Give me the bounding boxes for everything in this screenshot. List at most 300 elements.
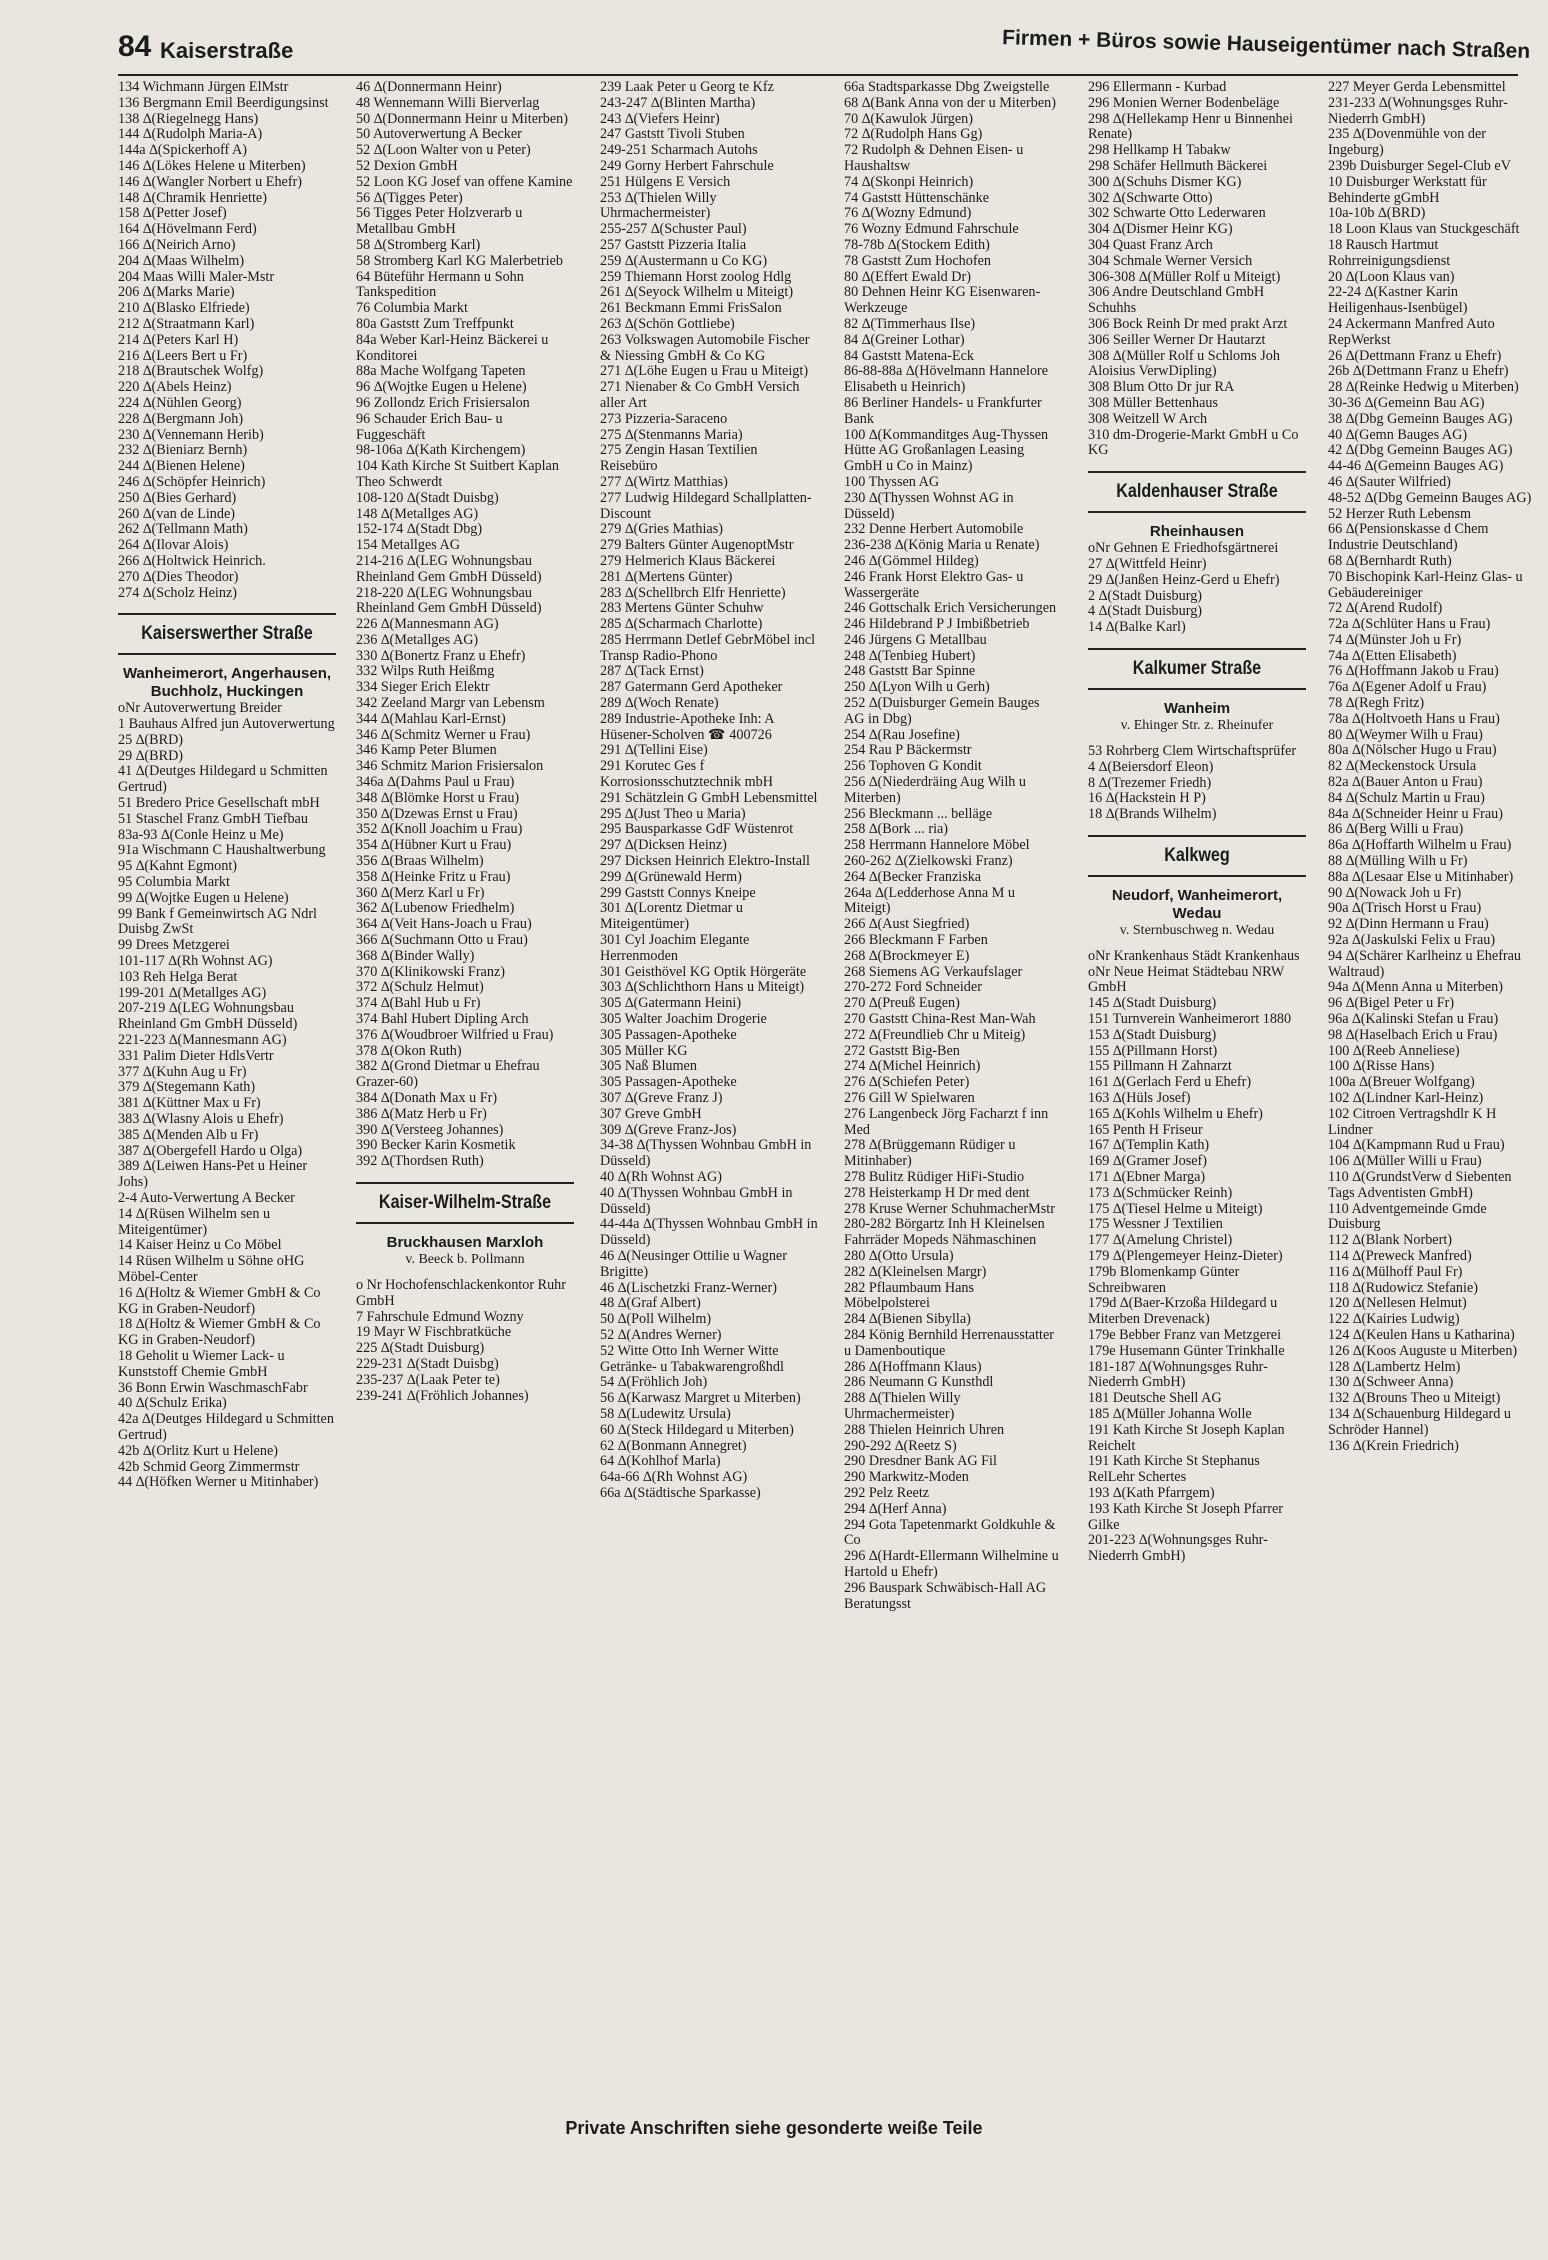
directory-entry: 298 Schäfer Hellmuth Bäckerei — [1088, 157, 1268, 174]
district-names: Wanheimerort, Angerhausen, Buchholz, Huckingen — [122, 665, 332, 701]
directory-entry: 201-223 ∆(Wohnungsges Ruhr-Niederrh GmbH) — [1088, 1532, 1268, 1565]
directory-entry: 52 ∆(Andres Werner) — [600, 1326, 722, 1343]
directory-entry: 364 ∆(Veit Hans-Joach u Frau) — [356, 916, 532, 933]
directory-entry: 288 ∆(Thielen Willy Uhrmachermeister) — [844, 1390, 961, 1422]
directory-entry: 62 ∆(Bonmann Annegret) — [600, 1437, 747, 1454]
directory-entry: 270-272 Ford Schneider — [844, 979, 982, 996]
directory-entry: 8 ∆(Trezemer Friedh) — [1088, 774, 1212, 791]
street-range-note: v. Ehinger Str. z. Rheinufer — [1120, 717, 1274, 733]
directory-entry: 306 Seiller Werner Dr Hautarzt — [1088, 331, 1266, 348]
directory-entry: 72 Rudolph & Dehnen Eisen- u Haushaltsw — [844, 142, 1024, 174]
directory-entry: 286 Neumann G Kunsthdl — [844, 1374, 994, 1391]
directory-entry: 132 ∆(Brouns Theo u Miteigt) — [1328, 1390, 1501, 1407]
directory-entry: 181 Deutsche Shell AG — [1088, 1390, 1222, 1407]
directory-entry: 126 ∆(Koos Auguste u Miterben) — [1328, 1342, 1518, 1359]
directory-entry: 264 ∆(Becker Franziska — [844, 868, 982, 885]
directory-entry: 64 Büteführ Hermann u Sohn Tankspedition — [356, 268, 524, 301]
directory-entry: 249-251 Scharmach Autohs — [600, 142, 758, 159]
directory-entry: 295 Bausparkasse GdF Wüstenrot — [600, 821, 794, 838]
directory-entry: 46 ∆(Neusinger Ottilie u Wagner Brigitte) — [600, 1247, 787, 1280]
directory-entry: 56 ∆(Tigges Peter) — [356, 189, 463, 206]
directory-entry: 295 ∆(Just Theo u Maria) — [600, 805, 746, 822]
directory-entry: 42b ∆(Orlitz Kurt u Helene) — [118, 1442, 278, 1459]
directory-entry: 384 ∆(Donath Max u Fr) — [356, 1090, 498, 1106]
directory-entry: 300 ∆(Schuhs Dismer KG) — [1088, 173, 1242, 190]
directory-entry: 51 Staschel Franz GmbH Tiefbau — [118, 810, 308, 827]
directory-entry: 179 ∆(Plengemeyer Heinz-Dieter) — [1088, 1248, 1283, 1265]
directory-entry: 303 ∆(Schlichthorn Hans u Miteigt) — [600, 979, 805, 996]
directory-entry: 273 Pizzeria-Saraceno — [600, 410, 728, 427]
directory-entry: 287 ∆(Tack Ernst) — [600, 663, 704, 680]
directory-entry: 84 ∆(Greiner Lothar) — [844, 331, 965, 348]
directory-entry: 271 ∆(Löhe Eugen u Frau u Miteigt) — [600, 363, 809, 380]
directory-entry: 235 ∆(Dovenmühle von der Ingeburg) — [1328, 126, 1487, 159]
district-names: Rheinhausen — [1149, 523, 1245, 541]
directory-entry: 96a ∆(Kalinski Stefan u Frau) — [1328, 1011, 1499, 1028]
directory-entry: 274 ∆(Scholz Heinz) — [118, 584, 237, 601]
directory-entry: 346a ∆(Dahms Paul u Frau) — [356, 774, 515, 791]
directory-entry: 193 ∆(Kath Pfarrgem) — [1088, 1484, 1215, 1501]
directory-entry: 216 ∆(Leers Bert u Fr) — [118, 347, 248, 364]
directory-entry: 332 Wilps Ruth Heißmg — [356, 663, 495, 680]
directory-entry: 283 ∆(Schellbrch Elfr Henriette) — [600, 584, 786, 601]
directory-entry: 100 ∆(Kommanditges Aug-Thyssen Hütte AG Großanlagen Leasing GmbH u Co in Mainz) — [844, 426, 1049, 475]
directory-entry: 82a ∆(Bauer Anton u Frau) — [1328, 774, 1483, 791]
directory-entry: 58 Stromberg Karl KG Malerbetrieb — [356, 252, 563, 269]
directory-entry: 366 ∆(Suchmann Otto u Frau) — [356, 932, 528, 949]
directory-entry: 153 ∆(Stadt Duisburg) — [1088, 1026, 1217, 1043]
directory-entry: 246 Hildebrand P J Imbißbetrieb — [844, 616, 1030, 633]
directory-entry: 4 ∆(Beiersdorf Eleon) — [1088, 758, 1214, 775]
directory-entry: 305 Naß Blumen — [600, 1058, 697, 1075]
directory-entry: 94 ∆(Schärer Karlheinz u Ehefrau Waltraud) — [1328, 947, 1522, 980]
directory-entry: 29 ∆(Janßen Heinz-Gerd u Ehefr) — [1088, 571, 1280, 588]
directory-entry: 179e Bebber Franz van Metzgerei — [1088, 1327, 1282, 1344]
directory-entry: 76 ∆(Wozny Edmund) — [844, 205, 972, 222]
directory-entry: 259 ∆(Austermann u Co KG) — [600, 252, 768, 269]
directory-entry: 279 Helmerich Klaus Bäckerei — [600, 552, 776, 569]
directory-entry: 86 Berliner Handels- u Frankfurter Bank — [844, 394, 1042, 427]
directory-entry: 344 ∆(Mahlau Karl-Ernst) — [356, 710, 506, 727]
directory-entry: 46 ∆(Lischetzki Franz-Werner) — [600, 1279, 777, 1296]
directory-entry: 66 ∆(Pensionskasse d Chem Industrie Deutschland) — [1328, 521, 1489, 554]
directory-entry: 270 Gaststt China-Rest Man-Wah — [844, 1011, 1036, 1028]
directory-entry: 25 ∆(BRD) — [118, 731, 184, 748]
directory-entry: 246 Frank Horst Elektro Gas- u Wassergeräte — [844, 568, 1024, 601]
directory-entry: 239 Laak Peter u Georg te Kfz — [600, 79, 774, 95]
directory-entry: 42 ∆(Dbg Gemeinn Bauges AG) — [1328, 442, 1513, 459]
column-1 — [118, 80, 336, 1491]
directory-entry: 278 Kruse Werner SchuhmacherMstr — [844, 1200, 1055, 1217]
directory-entry: 165 Penth H Friseur — [1088, 1121, 1203, 1138]
directory-entry: 82 ∆(Timmerhaus Ilse) — [844, 315, 976, 332]
directory-entry: 100 ∆(Risse Hans) — [1328, 1058, 1435, 1075]
directory-entry: 152-174 ∆(Stadt Dbg) — [356, 521, 483, 538]
directory-entry: 210 ∆(Blasko Elfriede) — [118, 300, 250, 317]
directory-entry: 101-117 ∆(Rh Wohnst AG) — [118, 953, 273, 970]
directory-entry: 96 Zollondz Erich Frisiersalon — [356, 394, 530, 411]
directory-entry: 177 ∆(Amelung Christel) — [1088, 1232, 1233, 1249]
directory-entry: 266 Bleckmann F Farben — [844, 932, 988, 949]
directory-entry: 52 Herzer Ruth Lebensm — [1328, 505, 1472, 522]
directory-entry: 278 Heisterkamp H Dr med dent — [844, 1184, 1030, 1201]
directory-entry: 264a ∆(Ledderhose Anna M u Miteigt) — [844, 884, 1016, 917]
directory-entry: 277 ∆(Wirtz Matthias) — [600, 473, 728, 490]
directory-entry: 294 Gota Tapetenmarkt Goldkuhle & Co — [844, 1516, 1056, 1549]
directory-entry: 66a ∆(Städtische Sparkasse) — [600, 1484, 761, 1501]
directory-entry: 158 ∆(Petter Josef) — [118, 205, 227, 222]
directory-entry: 271 Nienaber & Co GmbH Versich aller Art — [600, 379, 800, 411]
directory-entry: 251 Hülgens E Versich — [600, 173, 731, 190]
column-4 — [844, 80, 1062, 1612]
directory-entry: 236 ∆(Metallges AG) — [356, 631, 479, 648]
directory-entry: 307 ∆(Greve Franz J) — [600, 1090, 723, 1106]
directory-entry: 292 Pelz Reetz — [844, 1484, 930, 1501]
directory-entry: 99 Bank f Gemeinwirtsch AG Ndrl Duisbg ZwSt — [118, 905, 317, 938]
directory-entry: 116 ∆(Mülhoff Paul Fr) — [1328, 1263, 1463, 1280]
directory-entry: 226 ∆(Mannesmann AG) — [356, 616, 499, 633]
directory-entry: 268 ∆(Brockmeyer E) — [844, 947, 970, 964]
directory-entry: 122 ∆(Kairies Ludwig) — [1328, 1311, 1460, 1328]
directory-entry: 2-4 Auto-Verwertung A Becker — [118, 1190, 295, 1206]
directory-entry: 78-78b ∆(Stockem Edith) — [844, 236, 990, 253]
directory-entry: 235-237 ∆(Laak Peter te) — [356, 1371, 500, 1388]
directory-entry: 18 Geholit u Wiemer Lack- u Kunststoff Chemie GmbH — [118, 1347, 285, 1380]
directory-entry: 218 ∆(Brautschek Wolfg) — [118, 363, 264, 380]
directory-entry: 301 Geisthövel KG Optik Hörgeräte — [600, 963, 807, 980]
directory-entry: 266 ∆(Aust Siegfried) — [844, 916, 970, 933]
directory-entry: 4 ∆(Stadt Duisburg) — [1088, 603, 1203, 620]
directory-entry: 252 ∆(Duisburger Gemein Bauges AG in Dbg) — [844, 695, 1040, 727]
directory-entry: 246 Gottschalk Erich Versicherungen — [844, 600, 1057, 617]
directory-entry: 42a ∆(Deutges Hildegard u Schmitten Gertrud) — [118, 1411, 334, 1443]
directory-entry: 253 ∆(Thielen Willy Uhrmachermeister) — [600, 189, 717, 222]
running-street-name: Kaiserstraße — [160, 38, 294, 63]
directory-entry: 18 ∆(Brands Wilhelm) — [1088, 806, 1217, 823]
directory-entry: 161 ∆(Gerlach Ferd u Ehefr) — [1088, 1074, 1252, 1091]
directory-entry: 352 ∆(Knoll Joachim u Frau) — [356, 821, 523, 838]
directory-entry: 20 ∆(Loon Klaus van) — [1328, 268, 1455, 285]
directory-entry: 272 ∆(Freundlieb Chr u Miteig) — [844, 1026, 1026, 1043]
directory-entry: 72a ∆(Schlüter Hans u Frau) — [1328, 616, 1491, 633]
directory-entry: 244 ∆(Bienen Helene) — [118, 458, 245, 475]
directory-entry: 134 Wichmann Jürgen ElMstr — [118, 79, 289, 95]
directory-entry: 274 ∆(Michel Heinrich) — [844, 1058, 981, 1075]
directory-entry: 163 ∆(Hüls Josef) — [1088, 1090, 1191, 1107]
directory-entry: 84a ∆(Schneider Heinr u Frau) — [1328, 805, 1503, 822]
directory-entry: 154 Metallges AG — [356, 537, 461, 554]
directory-entry: 74 Gaststt Hüttenschänke — [844, 189, 989, 206]
directory-entry: 40 ∆(Rh Wohnst AG) — [600, 1168, 722, 1185]
directory-entry: 374 ∆(Bahl Hub u Fr) — [356, 995, 481, 1012]
directory-entry: 290-292 ∆(Reetz S) — [844, 1437, 957, 1454]
directory-entry: 46 ∆(Sauter Wilfried) — [1328, 473, 1451, 490]
directory-entry: 151 Turnverein Wanheimerort 1880 — [1088, 1011, 1292, 1028]
directory-entry: 88 ∆(Mülling Wilh u Fr) — [1328, 853, 1468, 870]
directory-entry: 146 ∆(Wangler Norbert u Ehefr) — [118, 173, 303, 190]
directory-entry: 306-308 ∆(Müller Rolf u Miteigt) — [1088, 268, 1281, 285]
directory-entry: 239-241 ∆(Fröhlich Johannes) — [356, 1387, 529, 1404]
directory-entry: 34-38 ∆(Thyssen Wohnbau GmbH in Düsseld) — [600, 1137, 812, 1170]
directory-entry: 165 ∆(Kohls Wilhelm u Ehefr) — [1088, 1105, 1263, 1122]
column-6 — [1328, 80, 1532, 1454]
directory-entry: 330 ∆(Bonertz Franz u Ehefr) — [356, 647, 526, 664]
street-name: Kaiserswerther Straße — [141, 623, 313, 645]
directory-entry: 296 ∆(Hardt-Ellermann Wilhelmine u Hartold u Ehefr) — [844, 1548, 1059, 1580]
directory-entry: 72 ∆(Arend Rudolf) — [1328, 600, 1443, 617]
directory-entry: 342 Zeeland Margr van Lebensm — [356, 695, 545, 712]
directory-title: Firmen + Büros sowie Hauseigentümer nach Straßen — [1001, 26, 1531, 63]
directory-entry: 51 Bredero Price Gesellschaft mbH — [118, 795, 320, 812]
directory-entry: 175 Wessner J Textilien — [1088, 1216, 1223, 1233]
directory-entry: 179d ∆(Baer-Krzoßa Hildegard u Miterben Drevenack) — [1088, 1295, 1278, 1328]
directory-entry: 66a Stadtsparkasse Dbg Zweigstelle — [844, 79, 1050, 95]
directory-entry: 78 Gaststt Zum Hochofen — [844, 252, 991, 269]
directory-entry: 74 ∆(Skonpi Heinrich) — [844, 173, 974, 190]
directory-entry: 58 ∆(Ludewitz Ursula) — [600, 1405, 731, 1422]
directory-entry: 46 ∆(Donnermann Heinr) — [356, 79, 502, 95]
directory-entry: 270 ∆(Preuß Eugen) — [844, 995, 960, 1012]
directory-entry: 284 ∆(Bienen Sibylla) — [844, 1311, 971, 1328]
directory-entry: 10a-10b ∆(BRD) — [1328, 205, 1426, 222]
district-names: Bruckhausen Marxloh — [386, 1233, 544, 1251]
directory-entry: 102 Citroen Vertragshdlr K H Lindner — [1328, 1105, 1497, 1138]
directory-entry: 304 Schmale Werner Versich — [1088, 252, 1253, 269]
directory-entry: 260-262 ∆(Zielkowski Franz) — [844, 853, 1013, 870]
header-rule — [118, 74, 1518, 76]
directory-entry: 199-201 ∆(Metallges AG) — [118, 984, 267, 1001]
directory-entry: 264 ∆(Ilovar Alois) — [118, 537, 229, 554]
directory-entry: 256 Tophoven G Kondit — [844, 758, 982, 775]
directory-entry: 257 Gaststt Pizzeria Italia — [600, 236, 747, 253]
directory-entry: 268 Siemens AG Verkaufslager — [844, 963, 1023, 980]
directory-entry: 78 ∆(Regh Fritz) — [1328, 695, 1425, 712]
directory-entry: 290 Markwitz-Moden — [844, 1469, 969, 1486]
directory-entry: 221-223 ∆(Mannesmann AG) — [118, 1032, 287, 1049]
directory-entry: 261 Beckmann Emmi FrisSalon — [600, 300, 782, 317]
directory-entry: 285 Herrmann Detlef GebrMöbel incl Transp Radio-Phono — [600, 631, 816, 664]
directory-entry: 68 ∆(Bank Anna von der u Miterben) — [844, 94, 1056, 111]
page-header — [0, 0, 1548, 78]
directory-entry: 390 ∆(Versteeg Johannes) — [356, 1121, 504, 1138]
directory-entry: 28 ∆(Reinke Hedwig u Miterben) — [1328, 379, 1519, 396]
directory-entry: 248 Gaststt Bar Spinne — [844, 663, 976, 680]
directory-entry: oNr Neue Heimat Städtebau NRW GmbH — [1088, 963, 1284, 996]
directory-entry: 102 ∆(Lindner Karl-Heinz) — [1328, 1090, 1484, 1106]
directory-entry: 50 ∆(Poll Wilhelm) — [600, 1311, 712, 1328]
directory-entry: 206 ∆(Marks Marie) — [118, 284, 235, 301]
directory-entry: 374 Bahl Hubert Dipling Arch — [356, 1011, 529, 1028]
directory-entry: 204 ∆(Maas Wilhelm) — [118, 252, 245, 269]
directory-entry: 134 ∆(Schauenburg Hildegard u Schröder Hannel) — [1328, 1405, 1511, 1438]
directory-entry: 207-219 ∆(LEG Wohnungsbau Rheinland Gm GmbH Düsseld) — [118, 1000, 298, 1033]
directory-entry: 144 ∆(Rudolph Maria-A) — [118, 126, 263, 143]
directory-entry: 246 ∆(Gömmel Hildeg) — [844, 552, 979, 569]
directory-entry: 1 Bauhaus Alfred jun Autoverwertung — [118, 716, 335, 733]
column-3 — [600, 80, 818, 1502]
directory-entry: 16 ∆(Holtz & Wiemer GmbH & Co KG in Graben-Neudorf) — [118, 1284, 321, 1317]
street-section-header — [1088, 835, 1306, 877]
directory-entry: 289 ∆(Woch Renate) — [600, 695, 719, 712]
directory-entry: 230 ∆(Vennemann Herib) — [118, 426, 264, 443]
directory-entry: 80 Dehnen Heinr KG Eisenwaren-Werkzeuge — [844, 284, 1041, 317]
directory-entry: 80a ∆(Nölscher Hugo u Frau) — [1328, 742, 1497, 759]
directory-entry: 92a ∆(Jaskulski Felix u Frau) — [1328, 932, 1496, 949]
directory-entry: 298 Hellkamp H Tabakw — [1088, 142, 1231, 159]
directory-entry: 44 ∆(Höfken Werner u Mitinhaber) — [118, 1474, 319, 1491]
directory-entry: 346 Kamp Peter Blumen — [356, 742, 497, 759]
directory-entry: 83a-93 ∆(Conle Heinz u Me) — [118, 826, 284, 843]
directory-entry: 80a Gaststt Zum Treffpunkt — [356, 315, 514, 332]
directory-entry: 282 ∆(Kleinelsen Margr) — [844, 1263, 987, 1280]
directory-entry: 383 ∆(Wlasny Alois u Ehefr) — [118, 1111, 284, 1128]
directory-entry: 358 ∆(Heinke Fritz u Frau) — [356, 868, 511, 885]
directory-entry: 52 ∆(Loon Walter von u Peter) — [356, 142, 531, 159]
directory-entry: 40 ∆(Gemn Bauges AG) — [1328, 426, 1468, 443]
directory-entry: 348 ∆(Blömke Horst u Frau) — [356, 789, 520, 806]
directory-entry: 36 Bonn Erwin WaschmaschFabr — [118, 1379, 308, 1396]
directory-entry: 232 Denne Herbert Automobile — [844, 521, 1024, 538]
directory-entry: 48 ∆(Graf Albert) — [600, 1295, 701, 1312]
directory-entry: 110 Adventgemeinde Gmde Duisburg — [1328, 1200, 1487, 1233]
directory-entry: 44-44a ∆(Thyssen Wohnbau GmbH in Düsseld) — [600, 1216, 818, 1249]
directory-entry: 220 ∆(Abels Heinz) — [118, 379, 232, 396]
directory-entry: 53 Rohrberg Clem Wirtschaftsprüfer — [1088, 742, 1297, 759]
directory-entry: 84a Weber Karl-Heinz Bäckerei u Konditorei — [356, 331, 549, 364]
directory-entry: 50 ∆(Donnermann Heinr u Miterben) — [356, 110, 568, 127]
directory-entry: 280-282 Börgartz Inh H Kleinelsen Fahrräder Mopeds Nähmaschinen — [844, 1216, 1045, 1249]
directory-entry: 279 Balters Günter AugenoptMstr — [600, 537, 794, 554]
directory-entry: 41 ∆(Deutges Hildegard u Schmitten Gertrud) — [118, 763, 328, 796]
directory-entry: 60 ∆(Steck Hildegard u Miterben) — [600, 1421, 794, 1438]
directory-entry: 136 ∆(Krein Friedrich) — [1328, 1437, 1459, 1454]
directory-entry: 171 ∆(Ebner Marga) — [1088, 1169, 1206, 1186]
directory-entry: 10 Duisburger Werkstatt für Behinderte gGmbH — [1328, 173, 1487, 206]
directory-entry: 18 ∆(Holtz & Wiemer GmbH & Co KG in Graben-Neudorf) — [118, 1316, 321, 1349]
directory-entry: 254 Rau P Bäckermstr — [844, 742, 972, 759]
column-2 — [356, 80, 574, 1404]
directory-entry: 110 ∆(GrundstVerw d Siebenten Tags Adventisten GmbH) — [1328, 1168, 1512, 1201]
directory-entry: 362 ∆(Lubenow Friedhelm) — [356, 900, 515, 917]
directory-entry: 175 ∆(Tiesel Helme u Miteigt) — [1088, 1200, 1263, 1217]
street-range-note: v. Sternbuschweg n. Wedau — [1119, 922, 1275, 938]
directory-entry: 382 ∆(Grond Dietmar u Ehefrau Grazer-60) — [356, 1058, 540, 1091]
directory-entry: 136 Bergmann Emil Beerdigungsinst — [118, 94, 329, 111]
directory-entry: 96 Schauder Erich Bau- u Fuggeschäft — [356, 410, 503, 443]
directory-entry: 276 ∆(Schiefen Peter) — [844, 1074, 970, 1091]
directory-entry: 272 Gaststt Big-Ben — [844, 1042, 960, 1059]
directory-entry: 306 Bock Reinh Dr med prakt Arzt — [1088, 315, 1288, 332]
directory-entry: 14 Kaiser Heinz u Co Möbel — [118, 1237, 282, 1254]
directory-entry: 166 ∆(Neirich Arno) — [118, 236, 236, 253]
directory-entry: 390 Becker Karin Kosmetik — [356, 1137, 516, 1154]
directory-entry: 193 Kath Kirche St Joseph Pfarrer Gilke — [1088, 1500, 1284, 1533]
directory-entry: 18 Loon Klaus van Stuckgeschäft — [1328, 221, 1520, 238]
directory-entry: 92 ∆(Dinn Hermann u Frau) — [1328, 916, 1489, 933]
directory-entry: 40 ∆(Schulz Erika) — [118, 1395, 227, 1412]
directory-entry: 70 Bischopink Karl-Heinz Glas- u Gebäudereiniger — [1328, 568, 1523, 601]
directory-entry: 250 ∆(Bies Gerhard) — [118, 489, 237, 506]
directory-entry: 94a ∆(Menn Anna u Miterben) — [1328, 979, 1503, 996]
directory-entry: 266 ∆(Holtwick Heinrich. — [118, 552, 266, 569]
directory-entry: 389 ∆(Leiwen Hans-Pet u Heiner Johs) — [118, 1158, 308, 1191]
directory-entry: 82 ∆(Meckenstock Ursula — [1328, 758, 1477, 775]
directory-entry: 305 Walter Joachim Drogerie — [600, 1011, 767, 1028]
directory-entry: 64 ∆(Kohlhof Marla) — [600, 1453, 721, 1470]
directory-entry: 334 Sieger Erich Elektr — [356, 679, 490, 696]
directory-entry: 231-233 ∆(Wohnungsges Ruhr-Niederrh GmbH) — [1328, 94, 1508, 127]
directory-entry: 54 ∆(Fröhlich Joh) — [600, 1374, 708, 1391]
district-names: Neudorf, Wanheimerort, Wedau — [1111, 886, 1283, 922]
directory-entry: 80 ∆(Weymer Wilh u Frau) — [1328, 726, 1483, 743]
directory-entry: 70 ∆(Kawulok Jürgen) — [844, 110, 973, 127]
directory-entry: 148 ∆(Metallges AG) — [356, 505, 479, 522]
directory-entry: 76 ∆(Hoffmann Jakob u Frau) — [1328, 663, 1499, 680]
directory-entry: 108-120 ∆(Stadt Duisbg) — [356, 489, 499, 506]
directory-entry: 331 Palim Dieter HdlsVertr — [118, 1047, 274, 1064]
directory-entry: 277 Ludwig Hildegard Schallplatten-Discount — [600, 489, 812, 522]
directory-entry: 258 Herrmann Hannelore Möbel — [844, 837, 1030, 854]
directory-entry: 385 ∆(Menden Alb u Fr) — [118, 1126, 259, 1143]
directory-entry: 88a ∆(Lesaar Else u Mitinhaber) — [1328, 868, 1514, 885]
directory-entry: 52 Dexion GmbH — [356, 157, 458, 174]
directory-entry: o Nr Hochofenschlackenkontor Ruhr GmbH — [356, 1276, 566, 1309]
directory-entry: 243-247 ∆(Blinten Martha) — [600, 94, 756, 111]
directory-entry: 284 König Bernhild Herrenausstatter u Damenboutique — [844, 1326, 1054, 1359]
directory-entry: 74 ∆(Münster Joh u Fr) — [1328, 631, 1462, 648]
directory-entry: 27 ∆(Wittfeld Heinr) — [1088, 555, 1207, 572]
directory-entry: 14 ∆(Balke Karl) — [1088, 619, 1186, 636]
directory-entry: 304 Quast Franz Arch — [1088, 236, 1213, 253]
directory-entry: 307 Greve GmbH — [600, 1105, 702, 1122]
directory-entry: 38 ∆(Dbg Gemeinn Bauges AG) — [1328, 410, 1513, 427]
directory-entry: 259 Thiemann Horst zoolog Hdlg — [600, 268, 792, 285]
directory-entry: 56 ∆(Karwasz Margret u Miterben) — [600, 1390, 801, 1407]
directory-entry: 263 Volkswagen Automobile Fischer & Niessing GmbH & Co KG — [600, 331, 810, 364]
directory-entry: 381 ∆(Küttner Max u Fr) — [118, 1095, 261, 1112]
directory-entry: 98 ∆(Haselbach Erich u Frau) — [1328, 1026, 1498, 1043]
directory-entry: 146 ∆(Lökes Helene u Miterben) — [118, 157, 306, 174]
directory-entry: 299 Gaststt Connys Kneipe — [600, 884, 756, 901]
directory-entry: 181-187 ∆(Wohnungsges Ruhr-Niederrh GmbH) — [1088, 1358, 1268, 1391]
directory-entry: 291 ∆(Tellini Eise) — [600, 742, 708, 759]
directory-entry: 275 Zengin Hasan Textilien Reisebüro — [600, 442, 758, 475]
directory-entry: 305 Müller KG — [600, 1042, 688, 1059]
directory-entry: 294 ∆(Herf Anna) — [844, 1500, 947, 1517]
directory-entry: 305 ∆(Gatermann Heini) — [600, 995, 742, 1012]
directory-entry: 346 Schmitz Marion Frisiersalon — [356, 758, 544, 775]
directory-entry: 283 Mertens Günter Schuhw — [600, 600, 764, 617]
directory-entry: 239b Duisburger Segel-Club eV — [1328, 157, 1511, 174]
directory-entry: 247 Gaststt Tivoli Stuben — [600, 126, 745, 143]
directory-entry: 290 Dresdner Bank AG Fil — [844, 1453, 997, 1470]
directory-entry: 58 ∆(Stromberg Karl) — [356, 236, 481, 253]
directory-entry: 236-238 ∆(König Maria u Renate) — [844, 537, 1040, 554]
directory-entry: 76 Wozny Edmund Fahrschule — [844, 221, 1019, 238]
directory-entry: 291 Korutec Ges f Korrosionsschutztechnik mbH — [600, 758, 773, 791]
directory-entry: oNr Autoverwertung Breider — [118, 700, 282, 717]
directory-entry: 279 ∆(Gries Mathias) — [600, 521, 723, 538]
directory-entry: 100 ∆(Reeb Anneliese) — [1328, 1042, 1460, 1059]
directory-entry: 80 ∆(Effert Ewald Dr) — [844, 268, 971, 285]
directory-entry: 310 dm-Drogerie-Markt GmbH u Co KG — [1088, 426, 1299, 459]
directory-entry: 225 ∆(Stadt Duisburg) — [356, 1340, 485, 1357]
directory-entry: 100a ∆(Breuer Wolfgang) — [1328, 1074, 1475, 1091]
directory-entry: 76 Columbia Markt — [356, 300, 468, 317]
directory-entry: 96 ∆(Wojtke Eugen u Helene) — [356, 379, 527, 396]
directory-entry: 24 Ackermann Manfred Auto RepWerkst — [1328, 315, 1495, 348]
directory-entry: 360 ∆(Merz Karl u Fr) — [356, 884, 485, 901]
